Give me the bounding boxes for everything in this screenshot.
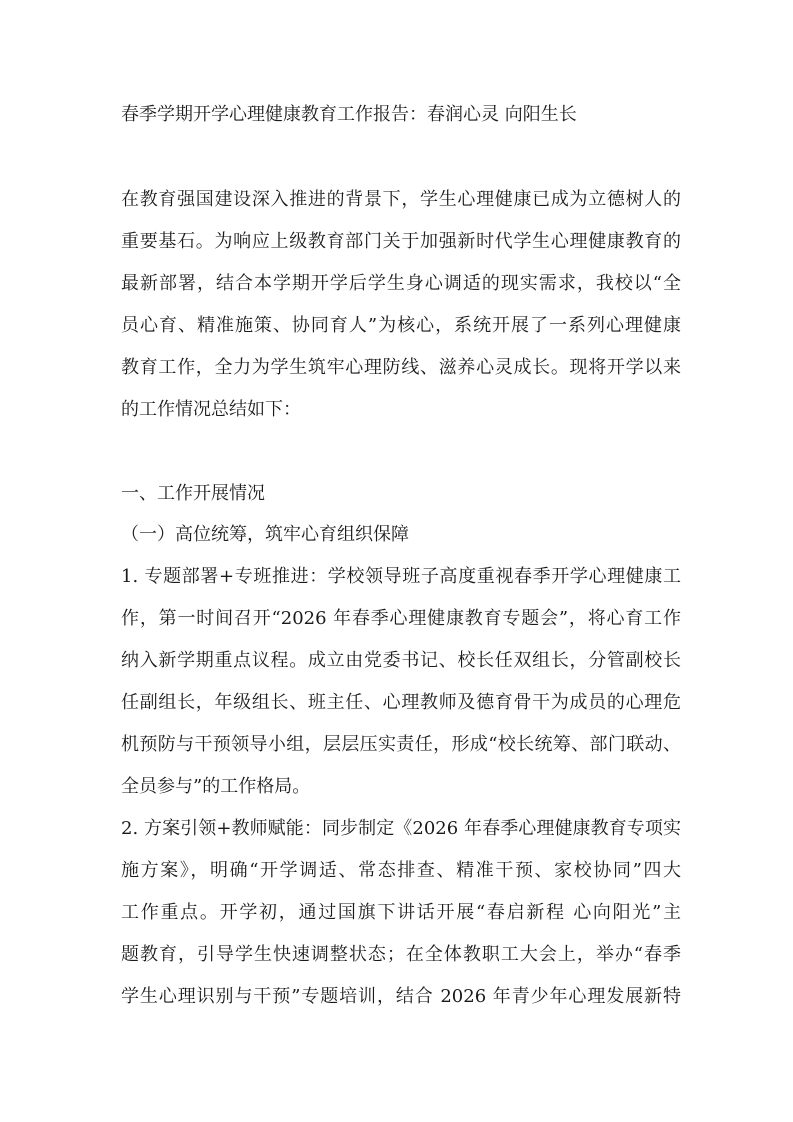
item-line: 纳入新学期重点议程。成立由党委书记、校长任双组长，分管副校长 [121,650,681,671]
item-line: 全员参与”的工作格局。 [121,776,311,797]
intro-line: 员心育、精准施策、协同育人”为核心，系统开展了一系列心理健康 [121,315,681,336]
item-line: 任副组长，年级组长、班主任、心理教师及德育骨干为成员的心理危 [121,692,681,713]
item-line: 工作重点。开学初，通过国旗下讲话开展“春启新程 心向阳光”主 [121,902,681,923]
item-line: 1. 专题部署+专班推进：学校领导班子高度重视春季开学心理健康工 [121,566,681,587]
item-line: 机预防与干预领导小组，层层压实责任，形成“校长统筹、部门联动、 [121,734,681,755]
document-title: 春季学期开学心理健康教育工作报告：春润心灵 向阳生长 [121,104,577,125]
intro-line: 在教育强国建设深入推进的背景下，学生心理健康已成为立德树人的 [121,189,681,210]
item-line: 施方案》，明确“开学调适、常态排查、精准干预、家校协同”四大 [121,860,681,881]
intro-line: 教育工作，全力为学生筑牢心理防线、滋养心灵成长。现将开学以来 [121,357,681,378]
item-line: 2. 方案引领+教师赋能：同步制定《2026 年春季心理健康教育专项实 [121,818,681,839]
intro-line: 最新部署，结合本学期开学后学生身心调适的现实需求，我校以“全 [121,273,681,294]
section-heading: 一、工作开展情况 [121,483,265,504]
item-line: 学生心理识别与干预”专题培训，结合 2026 年青少年心理发展新特 [121,986,681,1007]
item-line: 作，第一时间召开“2026 年春季心理健康教育专题会”，将心育工作 [121,608,681,629]
item-line: 题教育，引导学生快速调整状态；在全体教职工大会上，举办“春季 [121,944,681,965]
subsection-heading: （一）高位统筹，筑牢心育组织保障 [121,524,409,545]
intro-line: 的工作情况总结如下： [121,399,301,420]
intro-line: 重要基石。为响应上级教育部门关于加强新时代学生心理健康教育的 [121,231,681,252]
